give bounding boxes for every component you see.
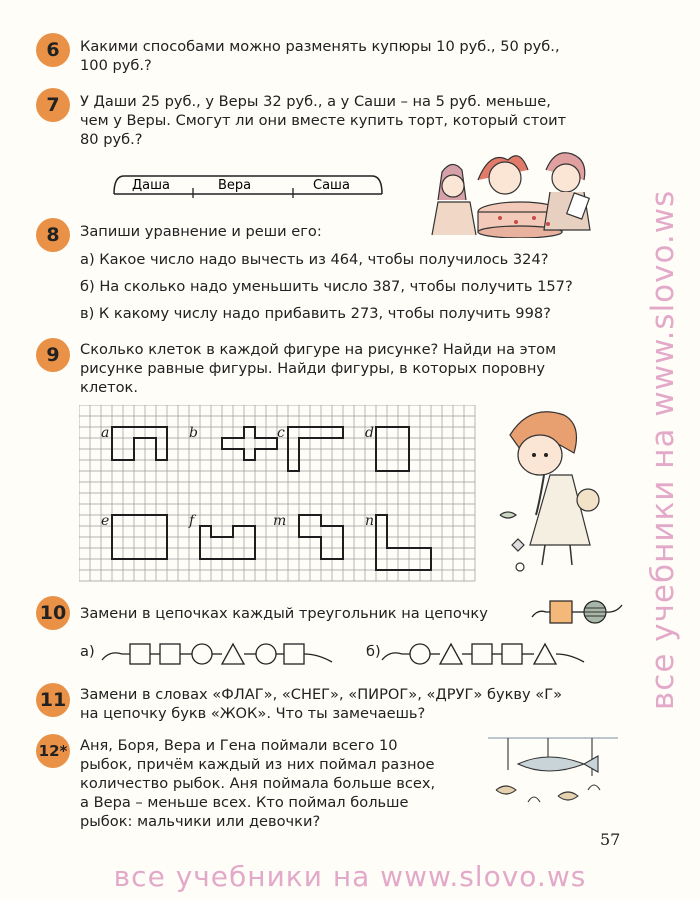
task-number-badge: 9 [36,338,70,372]
chain-a-label: а) [80,643,95,660]
task-8-text: Запиши уравнение и реши его: [80,223,322,240]
page-number: 57 [600,830,621,849]
task-number-badge: 11 [36,683,70,717]
task-9-text: Сколько клеток в каждой фигуре на рисунке? Найди на этом рисунке равные фигуры. Найди фигуры, в которых поровну клеток. [80,341,557,396]
bar-label-sasha: Саша [313,178,350,193]
bar-label-vera: Вера [218,178,252,193]
figure-label-f: f [189,513,195,529]
figure-label-e: e [101,513,110,529]
figure-f [200,526,255,559]
figure-label-a: a [101,425,110,441]
bar-label-dasha: Даша [132,178,170,193]
task-8-b: б) На сколько надо уменьшить число 387, чтобы получить 157? [80,278,573,295]
task-10-text: Замени в цепочках каждый треугольник на цепочку [80,605,488,622]
figure-grid [79,405,477,582]
figure-label-b: b [189,425,198,441]
task-number-badge: 10 [36,596,70,630]
task-11-text: Замени в словах «ФЛАГ», «СНЕГ», «ПИРОГ», «ДРУГ» букву «Г» на цепочку букв «ЖОК». Что ты замечаешь? [80,686,563,722]
task-number-badge: 7 [36,88,70,122]
figure-label-c: c [277,425,285,441]
chain-a [100,636,340,672]
chain-b-label: б) [366,643,381,660]
figure-b [222,427,277,460]
task-8-a: а) Какое число надо вычесть из 464, чтобы получилось 324? [80,251,549,268]
task-8-c: в) К какому числу надо прибавить 273, чтобы получить 998? [80,305,551,322]
figure-n [376,515,431,570]
task-12-text: Аня, Боря, Вера и Гена поймали всего 10 рыбок, причём каждый из них поймал разное количество рыбок. Аня поймала больше всех, а Вера – меньше всех. Кто поймал больше рыбок: мальчики или девочки? [80,737,436,830]
figure-a [112,427,167,460]
chain-b [380,636,620,672]
girls-with-cake-illustration [420,140,605,238]
fish-illustration [488,730,618,815]
bottom-watermark: все учебники на www.slovo.ws [113,860,587,893]
girl-with-basket-illustration [490,405,620,585]
figure-label-n: n [365,513,375,529]
figure-label-m: m [273,513,287,529]
task-number-badge: 12* [36,734,70,768]
figure-label-d: d [365,425,374,441]
task-7-text: У Даши 25 руб., у Веры 32 руб., а у Саши – на 5 руб. меньше, чем у Веры. Смогут ли они вместе купить торт, который стоит 80 руб.? [80,93,567,148]
vertical-watermark: все учебники на www.slovo.ws [645,189,681,711]
replacement-chain [530,595,625,629]
task-number-badge: 8 [36,218,70,252]
task-6-text: Какими способами можно разменять купюры 10 руб., 50 руб., 100 руб.? [80,38,560,74]
money-bar-diagram [110,164,385,198]
task-number-badge: 6 [36,33,70,67]
